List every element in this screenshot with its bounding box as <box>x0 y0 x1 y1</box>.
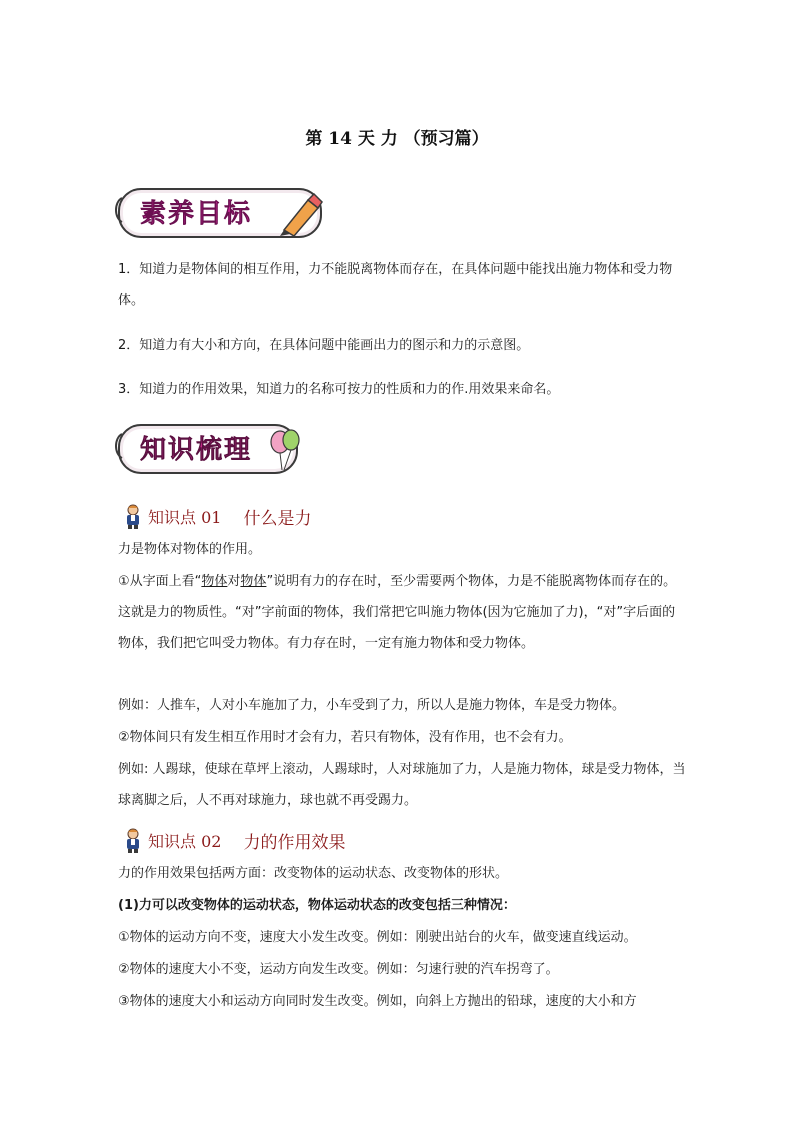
knowledge-banner-label: 知识梳理 <box>140 435 253 465</box>
kp2-case-2: ②物体的速度大小不变，运动方向发生改变。例如：匀速行驶的汽车拐弯了。 <box>118 962 559 977</box>
balloon-icon <box>268 428 302 472</box>
kp1-intro: 力是物体对物体的作用。 <box>118 542 262 557</box>
page-title: 第 14 天 力 （预习篇） <box>305 129 489 149</box>
kp1-example-2: 例如: 人踢球，使球在草坪上滚动，人踢球时，人对球施加了力，人是施力物体，球是受力物体，当球离脚之后，人不再对球施力，球也就不再受踢力。 <box>118 762 686 808</box>
kp2-heading <box>122 826 345 854</box>
goal-1: 1．知道力是物体间的相互作用，力不能脱离物体而存在，在具体问题中能找出施力物体和受力物体。 <box>118 262 673 308</box>
kp1-paragraph-2: ②物体间只有发生相互作用时才会有力，若只有物体，没有作用，也不会有力。 <box>118 730 572 745</box>
kp1-title: 什么是力 <box>243 508 312 529</box>
kp2-number: 知识点 02 <box>148 831 222 851</box>
teacher-icon <box>122 827 144 853</box>
banner-swirl-icon <box>112 196 126 226</box>
goal-3: 3．知道力的作用效果，知道力的名称可按力的性质和力的作.用效果来命名。 <box>118 382 560 397</box>
kp1-heading <box>122 502 311 530</box>
banner-swirl-icon <box>112 432 126 462</box>
kp2-intro: 力的作用效果包括两方面：改变物体的运动状态、改变物体的形状。 <box>118 866 509 881</box>
kp1-paragraph-1: ①从字面上看“物体对物体”说明有力的存在时，至少需要两个物体，力是不能脱离物体而存在的。这就是力的物质性。“对”字前面的物体，我们常把它叫施力物体(因为它施加了力)，“对”字后面的物体，我们把它叫受力物体。有力存在时，一定有施力物体和受力物体。 <box>118 574 677 651</box>
kp2-title: 力的作用效果 <box>243 832 346 853</box>
kp2-case-3: ③物体的速度大小和运动方向同时发生改变。例如，向斜上方抛出的铅球，速度的大小和方 <box>118 994 637 1009</box>
pencil-icon <box>278 190 326 236</box>
kp2-bold-line: (1)力可以改变物体的运动状态，物体运动状态的改变包括三种情况： <box>118 898 516 913</box>
kp1-example-1: 例如：人推车，人对小车施加了力，小车受到了力，所以人是施力物体，车是受力物体。 <box>118 698 626 713</box>
kp2-case-1: ①物体的运动方向不变，速度大小发生改变。例如：刚驶出站台的火车，做变速直线运动。 <box>118 930 637 945</box>
goal-2: 2．知道力有大小和方向，在具体问题中能画出力的图示和力的示意图。 <box>118 338 530 353</box>
goal-banner-label: 素养目标 <box>140 199 253 229</box>
teacher-icon <box>122 503 144 529</box>
kp1-number: 知识点 01 <box>148 507 222 527</box>
